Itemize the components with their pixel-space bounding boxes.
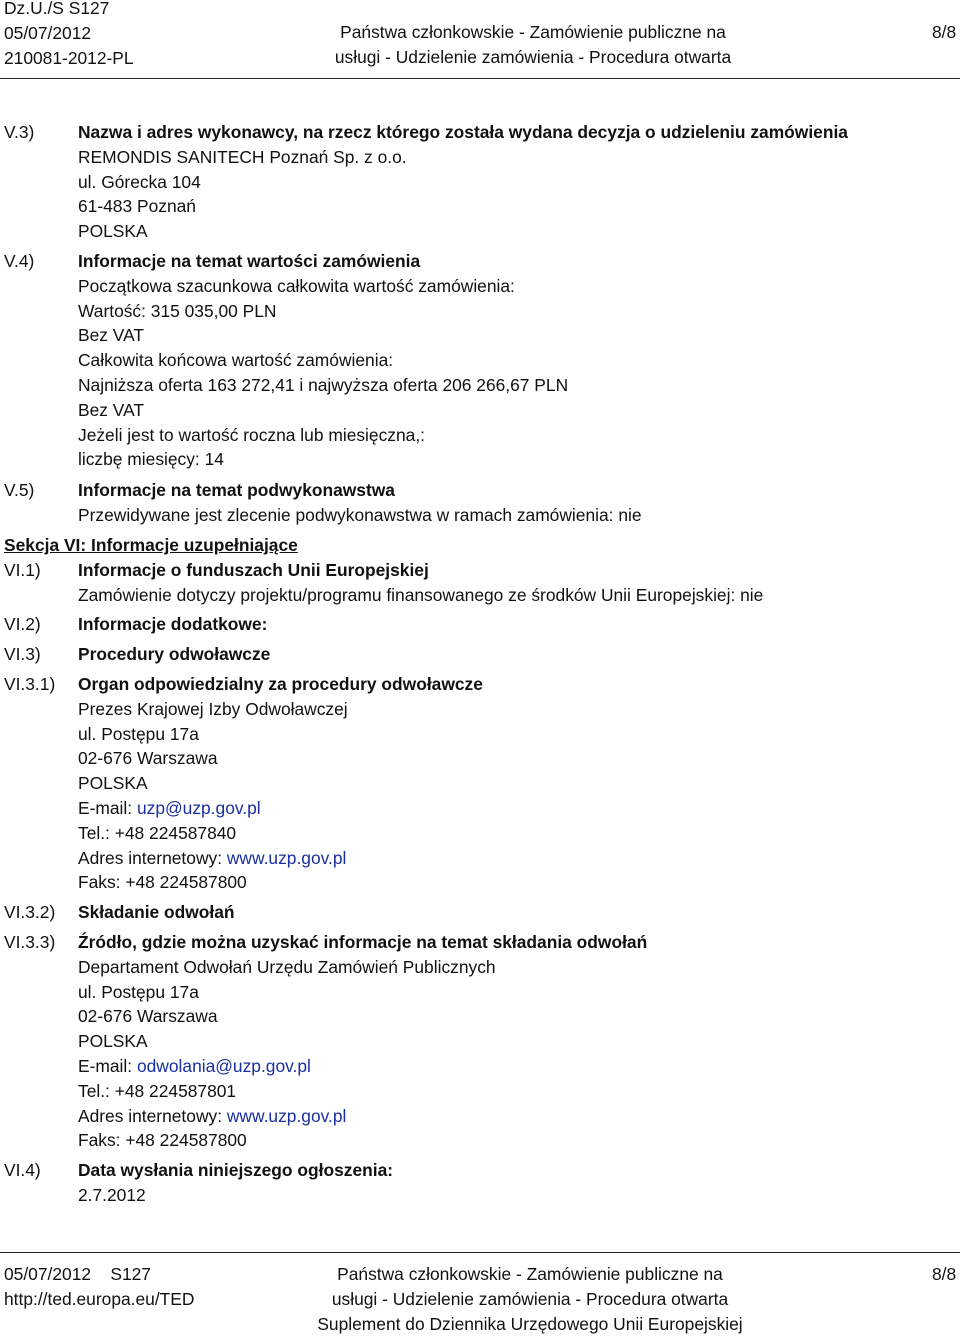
section-heading: Nazwa i adres wykonawcy, na rzecz którego została wydana decyzja o udzieleniu zamówienia: [78, 122, 848, 142]
section-heading: Informacje dodatkowe:: [78, 614, 268, 634]
email-link[interactable]: uzp@uzp.gov.pl: [136, 797, 261, 818]
footer-title: [300, 1262, 760, 1336]
contractor-name: REMONDIS SANITECH Poznań Sp. z o.o.: [78, 146, 407, 167]
body-street: ul. Postępu 17a: [78, 981, 199, 1002]
footer-title-line1: Państwa członkowskie - Zamówienie publiczne na: [337, 1264, 723, 1284]
section-number: VI.3): [4, 644, 41, 664]
footer-date-issue: 05/07/2012 S127: [4, 1264, 151, 1284]
email-link[interactable]: odwolania@uzp.gov.pl: [136, 1055, 311, 1076]
body-name: Prezes Krajowej Izby Odwoławczej: [78, 698, 348, 719]
body-street: ul. Postępu 17a: [78, 723, 199, 744]
web-label: Adres internetowy:: [78, 1105, 227, 1126]
value-line: Całkowita końcowa wartość zamówienia:: [78, 350, 394, 371]
value-line: Bez VAT: [78, 399, 145, 420]
header-title-line1: Państwa członkowskie - Zamówienie publiczne na: [340, 22, 726, 42]
notice-ref: 210081-2012-PL: [4, 47, 134, 68]
section-heading: Organ odpowiedzialny za procedury odwoławcze: [78, 674, 483, 694]
web-label: Adres internetowy:: [78, 847, 227, 868]
body-country: POLSKA: [78, 773, 148, 794]
section-number: VI.2): [4, 614, 41, 634]
footer-title-line3: Suplement do Dziennika Urzędowego Unii Europejskiej: [317, 1313, 743, 1334]
section-heading: Informacje na temat podwykonawstwa: [78, 480, 395, 500]
value-line: Bez VAT: [78, 325, 145, 346]
email-row: [78, 1054, 647, 1079]
footer-url: http://ted.europa.eu/TED: [4, 1288, 195, 1309]
fax: Faks: +48 224587800: [78, 872, 247, 893]
body-city: 02-676 Warszawa: [78, 748, 218, 769]
header-page-number: 8/8: [932, 22, 957, 42]
journal-ref: Dz.U./S S127: [4, 0, 110, 18]
section-heading: Składanie odwołań: [78, 902, 235, 922]
header-title-line2: usługi - Udzielenie zamówienia - Procedura otwarta: [334, 46, 732, 67]
email-label: E-mail:: [78, 1055, 137, 1076]
value-line: Najniższa oferta 163 272,41 i najwyższa oferta 206 266,67 PLN: [78, 374, 569, 395]
email-row: [78, 796, 483, 821]
header-title: [328, 20, 738, 70]
eu-funds-line: Zamówienie dotyczy projektu/programu finansowanego ze środków Unii Europejskiej: nie: [78, 584, 764, 605]
section-number: VI.4): [4, 1160, 41, 1180]
web-row: [78, 846, 483, 871]
web-link[interactable]: www.uzp.gov.pl: [226, 847, 347, 868]
contractor-country: POLSKA: [78, 221, 148, 242]
body-country: POLSKA: [78, 1031, 148, 1052]
dispatch-date: 2.7.2012: [78, 1184, 146, 1205]
section-number: VI.3.2): [4, 902, 56, 922]
value-line: Jeżeli jest to wartość roczna lub miesięczna,:: [78, 424, 425, 445]
value-line: Początkowa szacunkowa całkowita wartość zamówienia:: [78, 275, 515, 296]
footer-divider: [0, 1252, 960, 1253]
phone: Tel.: +48 224587801: [78, 1080, 237, 1101]
section-number: V.5): [4, 480, 35, 500]
contractor-street: ul. Górecka 104: [78, 171, 201, 192]
section-heading: Źródło, gdzie można uzyskać informacje na temat składania odwołań: [78, 932, 648, 952]
subcontracting-line: Przewidywane jest zlecenie podwykonawstwa w ramach zamówienia: nie: [78, 504, 642, 525]
body-city: 02-676 Warszawa: [78, 1006, 218, 1027]
phone: Tel.: +48 224587840: [78, 822, 237, 843]
section-heading: Procedury odwoławcze: [78, 644, 271, 664]
web-row: [78, 1104, 647, 1129]
footer-title-line2: usługi - Udzielenie zamówienia - Procedura otwarta: [331, 1288, 729, 1309]
value-line: Wartość: 315 035,00 PLN: [78, 300, 277, 321]
value-line: liczbę miesięcy: 14: [78, 449, 224, 470]
footer-left: [4, 1262, 194, 1312]
section-number: VI.3.3): [4, 932, 56, 952]
section-heading: Data wysłania niniejszego ogłoszenia:: [78, 1160, 394, 1180]
header-divider: [0, 78, 960, 79]
fax: Faks: +48 224587800: [78, 1130, 247, 1151]
header-left: [4, 0, 134, 70]
section-heading: Informacje o funduszach Unii Europejskiej: [78, 560, 429, 580]
contractor-city: 61-483 Poznań: [78, 196, 196, 217]
section-vi-title: Sekcja VI: Informacje uzupełniające: [4, 535, 298, 555]
body-name: Departament Odwołań Urzędu Zamówień Publicznych: [78, 956, 496, 977]
web-link[interactable]: www.uzp.gov.pl: [226, 1105, 347, 1126]
header-date: 05/07/2012: [4, 22, 92, 43]
footer-page-number: 8/8: [932, 1264, 957, 1284]
section-number: VI.1): [4, 560, 41, 580]
section-heading: Informacje na temat wartości zamówienia: [78, 251, 421, 271]
section-number: V.3): [4, 122, 35, 142]
email-label: E-mail:: [78, 797, 137, 818]
section-number: V.4): [4, 251, 35, 271]
section-number: VI.3.1): [4, 674, 56, 694]
